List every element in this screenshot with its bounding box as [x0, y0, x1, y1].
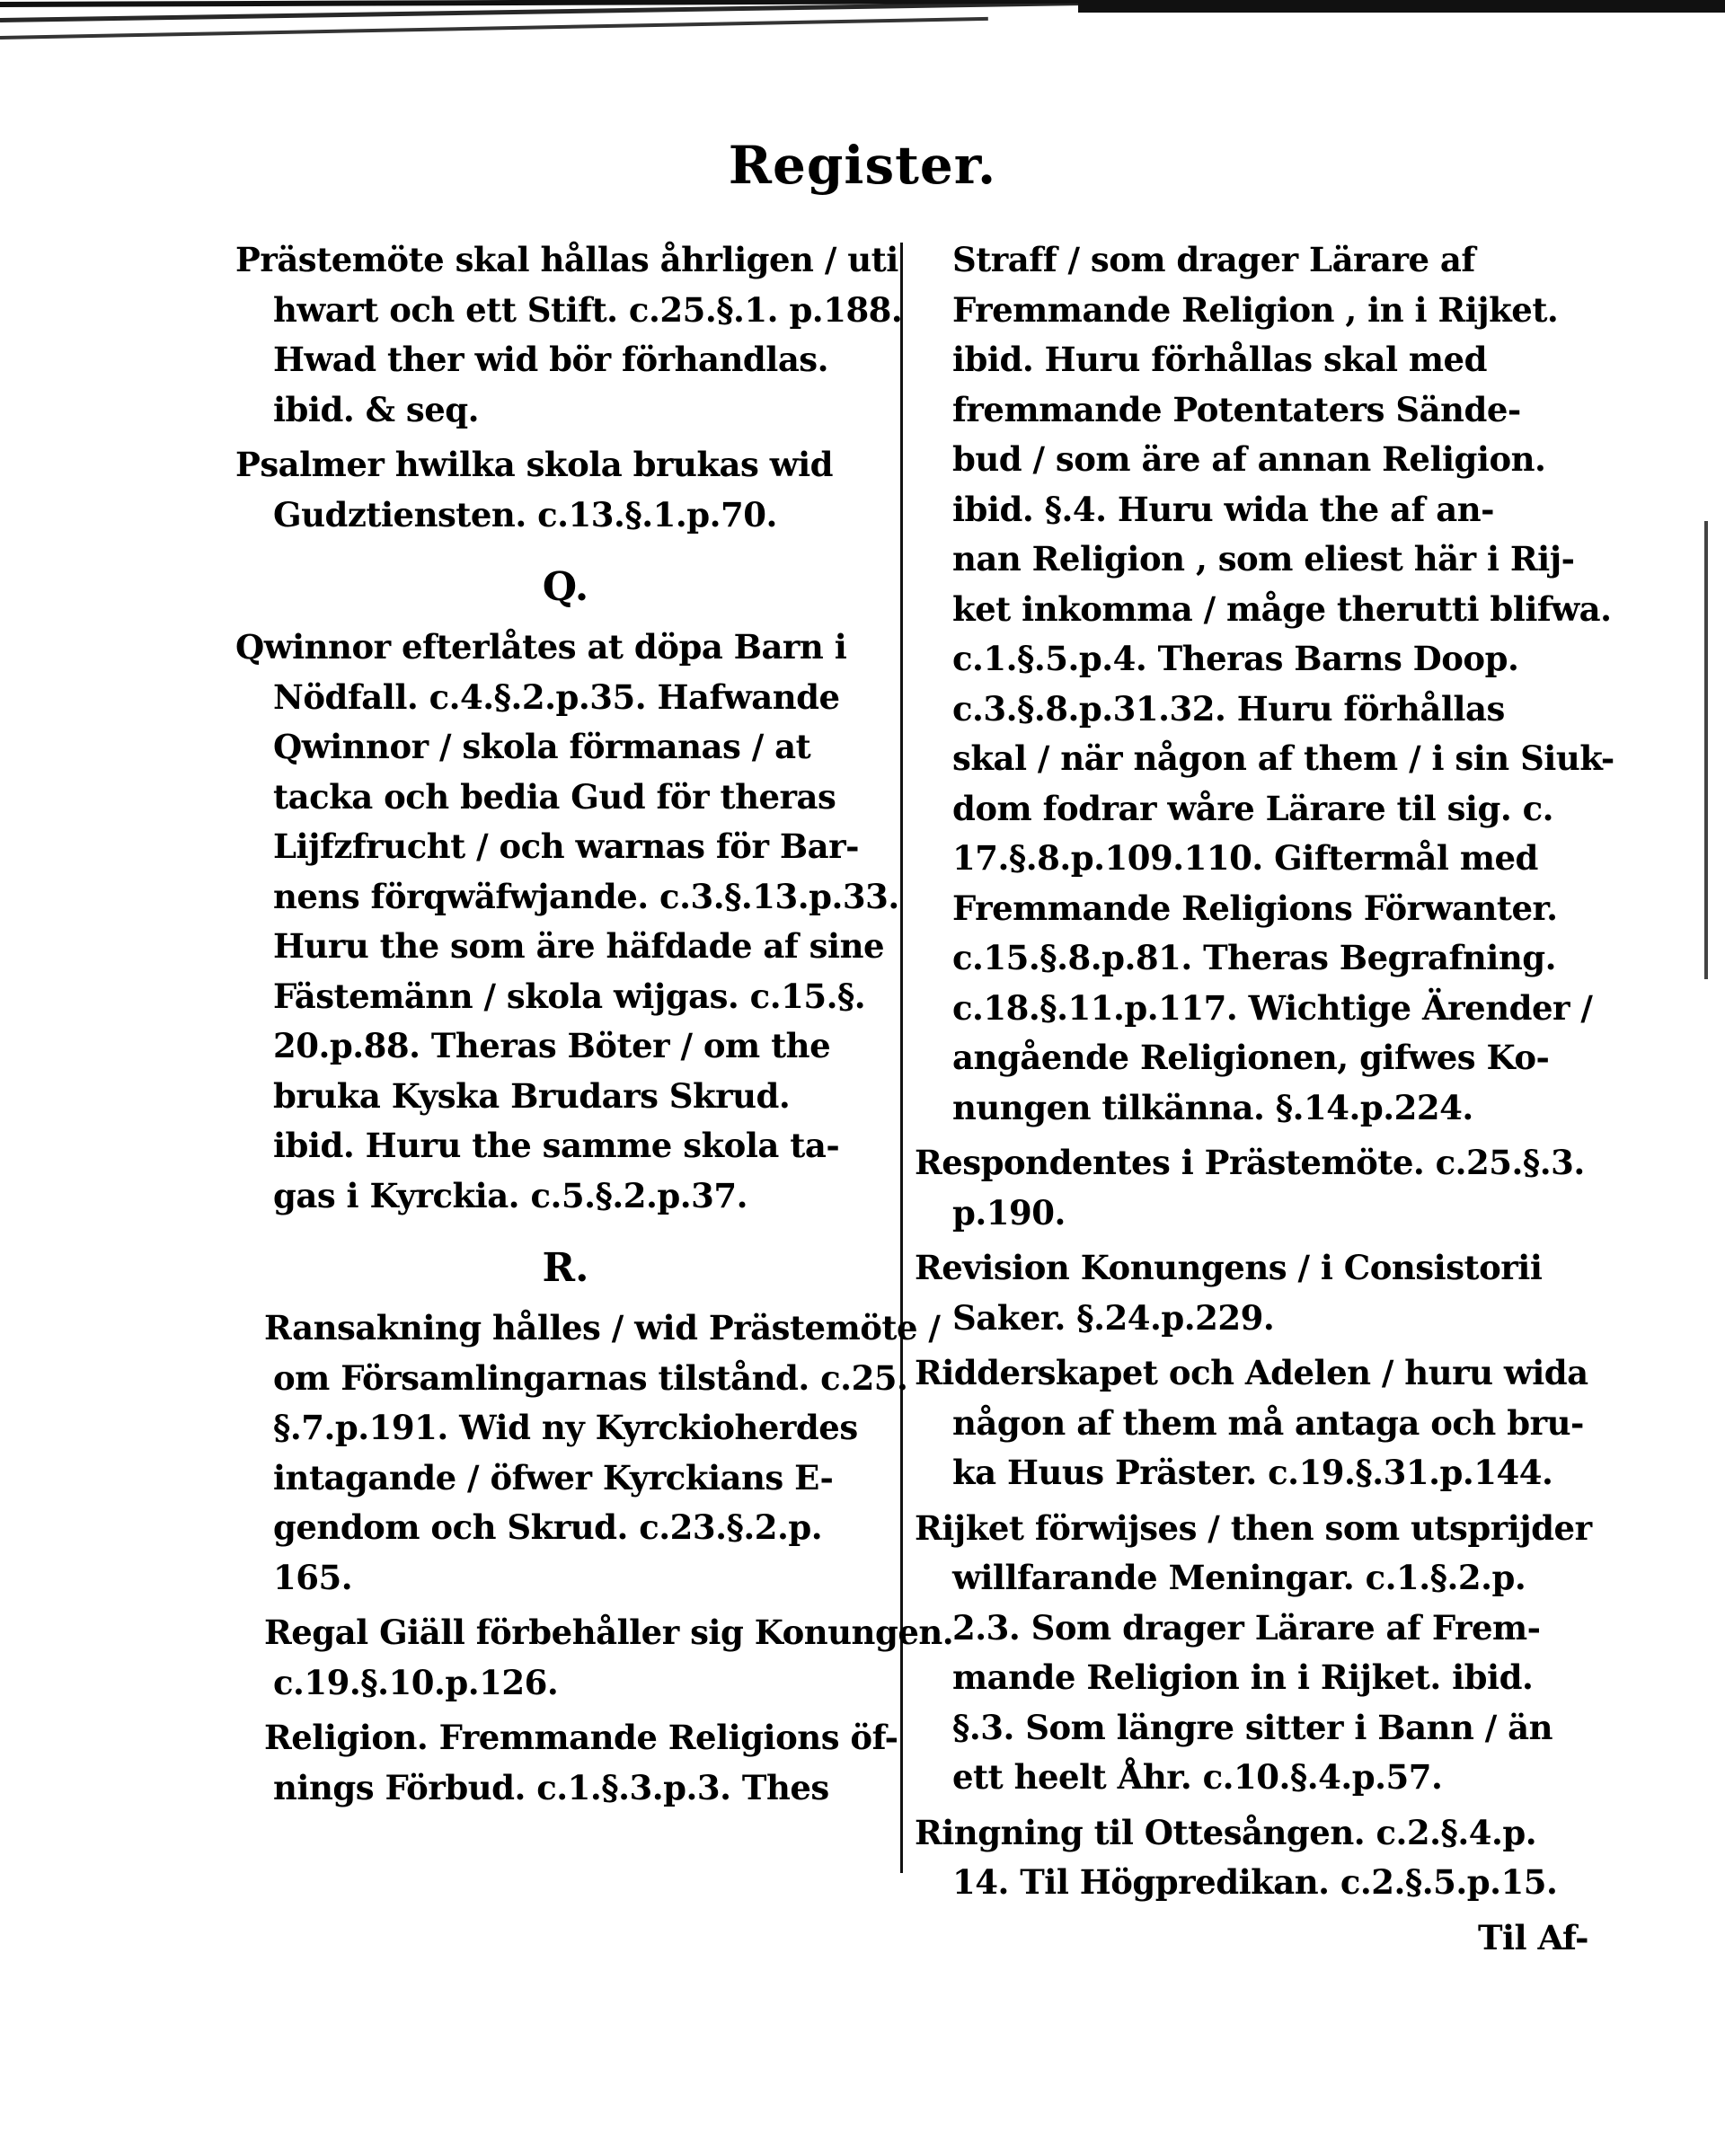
scan-edge-artifact [0, 0, 1725, 47]
entry-line: Gudztiensten. c.13.§.1.p.70. [273, 494, 777, 535]
entry-headword-line: Prästemöte skal hållas åhrligen / uti [235, 240, 898, 279]
entry-line: intagande / öfwer Kyrckians E- [273, 1457, 834, 1498]
entry-line: ett heelt Åhr. c.10.§.4.p.57. [952, 1757, 1443, 1797]
entry-line: ket inkomma / måge therutti blifwa. [952, 588, 1612, 629]
left-column [235, 235, 954, 1818]
entry-line: ka Huus Präster. c.19.§.31.p.144. [952, 1453, 1553, 1492]
register-entry [235, 1608, 954, 1708]
entry-line: c.19.§.10.p.126. [273, 1662, 559, 1702]
entry-line: 2.3. Som drager Lärare af Frem- [952, 1607, 1541, 1648]
entry-line: 165. [273, 1557, 353, 1597]
register-entry [235, 440, 896, 540]
entry-line: Huru the som äre häfdade af sine [273, 926, 885, 966]
entry-headword-line: Psalmer hwilka skola brukas wid [235, 445, 834, 484]
right-column [915, 235, 1614, 1963]
page-title: Register. [728, 135, 997, 196]
section-letter-heading: R. [542, 1245, 589, 1291]
register-entry [915, 1504, 1606, 1803]
register-entry [235, 1713, 896, 1813]
entry-line: 14. Til Högpredikan. c.2.§.5.p.15. [952, 1862, 1558, 1902]
register-entry [915, 1243, 1606, 1343]
entry-line: ibid. Huru the samme skola ta- [273, 1126, 840, 1165]
entry-headword-line: Respondentes i Prästemöte. c.25.§.3. [915, 1143, 1585, 1182]
entry-line: om Församlingarnas tilstånd. c.25. [273, 1357, 908, 1398]
entry-line: Fästemänn / skola wijgas. c.15.§. [273, 976, 866, 1016]
entry-line: bud / som äre af annan Religion. [952, 439, 1546, 479]
register-entry [915, 1138, 1606, 1238]
entry-line: Fremmande Religions Förwanter. [952, 888, 1558, 928]
entry-line: Hwad ther wid bör förhandlas. [273, 340, 829, 379]
register-entry [915, 235, 1614, 1133]
entry-line: ibid. & seq. [273, 389, 480, 429]
entry-line: tacka och bedia Gud för theras [273, 776, 836, 817]
entry-line: c.3.§.8.p.31.32. Huru förhållas [952, 688, 1505, 729]
entry-line: gas i Kyrckia. c.5.§.2.p.37. [273, 1175, 748, 1215]
entry-line: ibid. Huru förhållas skal med [952, 340, 1487, 379]
entry-line: §.7.p.191. Wid ny Kyrckioherdes [273, 1408, 858, 1447]
register-entry [915, 1348, 1606, 1498]
entry-line: nungen tilkänna. §.14.p.224. [952, 1087, 1473, 1127]
entry-headword-line: Qwinnor efterlåtes at döpa Barn i [235, 627, 847, 667]
entry-headword-line: Rijket förwijses / then som utsprijder [915, 1507, 1592, 1548]
entry-line: gendom och Skrud. c.23.§.2.p. [273, 1507, 823, 1547]
entry-line: Saker. §.24.p.229. [952, 1297, 1275, 1338]
entry-line: 20.p.88. Theras Böter / om the [273, 1026, 831, 1065]
scan-margin-smudge [1704, 521, 1708, 979]
entry-line: §.3. Som längre sitter i Bann / än [952, 1707, 1553, 1747]
entry-line: någon af them må antaga och bru- [952, 1402, 1584, 1443]
entry-line: skal / när någon af them / i sin Siuk- [952, 738, 1614, 778]
entry-line: nan Religion , som eliest här i Rij- [952, 539, 1575, 579]
entry-line: bruka Kyska Brudars Skrud. [273, 1075, 791, 1116]
entry-line: mande Religion in i Rijket. ibid. [952, 1657, 1534, 1697]
entry-line: fremmande Potentaters Sände- [952, 389, 1521, 429]
catchword: Til Af- [1477, 1917, 1588, 1957]
entry-line: c.15.§.8.p.81. Theras Begrafning. [952, 938, 1556, 977]
entry-line: dom fodrar wåre Lärare til sig. c. [952, 788, 1554, 828]
register-entry [915, 1808, 1606, 1908]
entry-line: 17.§.8.p.109.110. Giftermål med [952, 838, 1538, 878]
entry-line: Fremmande Religion , in i Rijket. [952, 289, 1559, 330]
entry-line: nings Förbud. c.1.§.3.p.3. Thes [273, 1767, 829, 1807]
entry-line: Nödfall. c.4.§.2.p.35. Hafwande [273, 676, 840, 717]
entry-line: p.190. [952, 1192, 1066, 1233]
register-entry [235, 623, 899, 1221]
entry-line: Straff / som drager Lärare af [952, 240, 1475, 279]
entry-headword-line: Revision Konungens / i Consistorii [915, 1248, 1543, 1287]
entry-line: willfarande Meningar. c.1.§.2.p. [952, 1558, 1526, 1597]
entry-line: c.18.§.11.p.117. Wichtige Ärender / [952, 987, 1593, 1028]
entry-line: Qwinnor / skola förmanas / at [273, 727, 811, 766]
register-entry [235, 1303, 941, 1603]
entry-headword-line: Ridderskapet och Adelen / huru wida [915, 1353, 1588, 1392]
section-letter-heading: Q. [542, 564, 589, 610]
entry-line: c.1.§.5.p.4. Theras Barns Doop. [952, 639, 1519, 678]
entry-headword-line: Religion. Fremmande Religions öf- [264, 1718, 898, 1757]
entry-line: Lijfzfrucht / och warnas för Bar- [273, 826, 859, 866]
entry-line: nens förqwäfwjande. c.3.§.13.p.33. [273, 876, 899, 916]
entry-headword-line: Ransakning hålles / wid Prästemöte / [264, 1308, 941, 1348]
entry-line: hwart och ett Stift. c.25.§.1. p.188. [273, 289, 903, 330]
entry-headword-line: Regal Giäll förbehåller sig Konungen. [264, 1613, 954, 1652]
entry-line: angående Religionen, gifwes Ko- [952, 1038, 1550, 1077]
register-entry [235, 235, 903, 435]
entry-headword-line: Ringning til Ottesången. c.2.§.4.p. [915, 1812, 1537, 1852]
entry-line: ibid. §.4. Huru wida the af an- [952, 489, 1495, 529]
